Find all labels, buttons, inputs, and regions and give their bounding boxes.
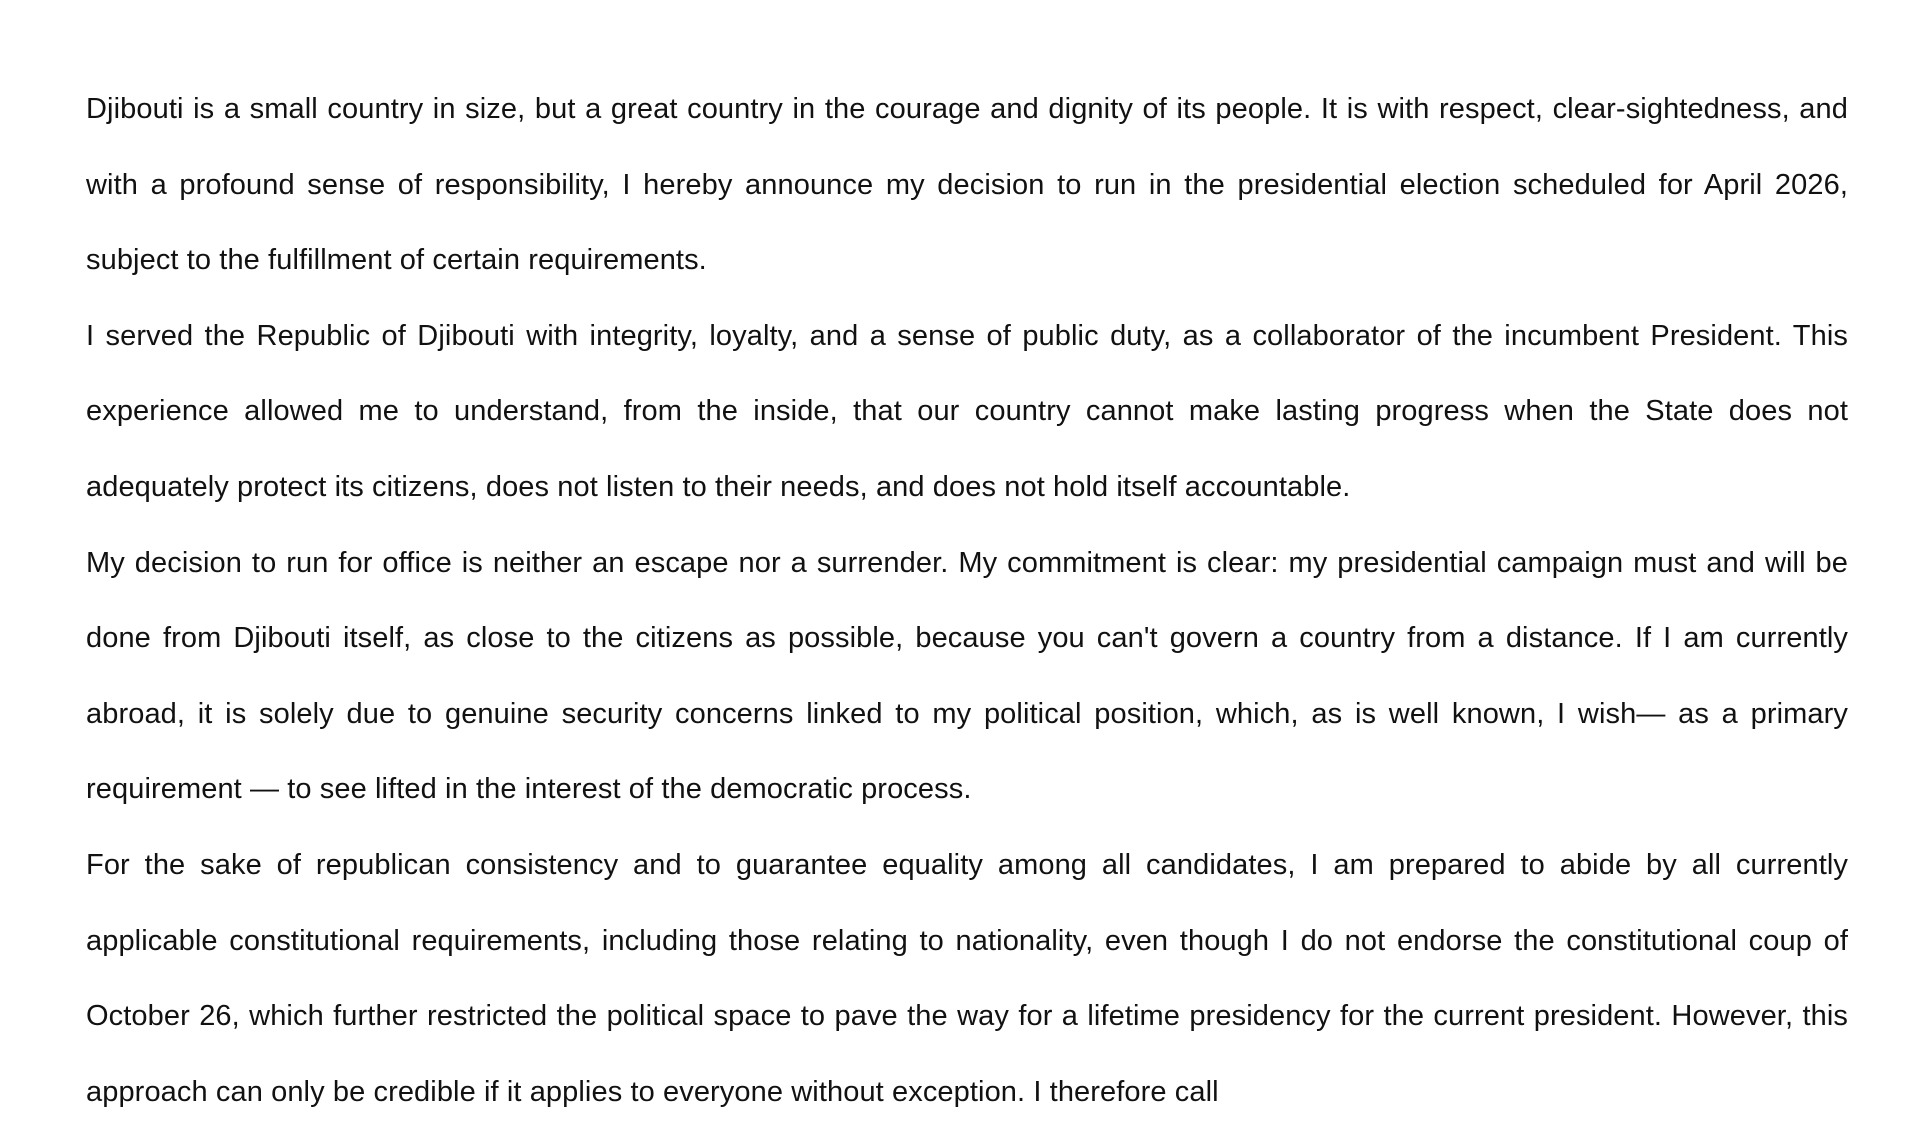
paragraph-4: For the sake of republican consistency and to guarantee equality among all candidates, I am prepared to abide by all currently applicable constitutional requirements, including those relating to nationality, even though I do not endorse the constitutional coup of October 26, which further restricted the political space to pave the way for a lifetime presidency for the current president. However, this approach can only be credible if it applies to everyone without exception. I therefore call <box>86 848 1848 1108</box>
paragraph-1: Djibouti is a small country in size, but a great country in the courage and dignity of its people. It is with respect, clear-sightedness, and with a profound sense of responsibility, I hereby announce my decision to run in the presidential election scheduled for April 2026, subject to the fulfillment of certain requirements. <box>86 93 1848 277</box>
document-body <box>86 72 1848 1130</box>
paragraph-3: My decision to run for office is neither an escape nor a surrender. My commitment is clear: my presidential campaign must and will be done from Djibouti itself, as close to the citizens as possible, because you can't govern a country from a distance. If I am currently abroad, it is solely due to genuine security concerns linked to my political position, which, as is well known, I wish— as a primary requirement — to see lifted in the interest of the democratic process. <box>86 546 1848 806</box>
paragraph-2: I served the Republic of Djibouti with integrity, loyalty, and a sense of public duty, as a collaborator of the incumbent President. This experience allowed me to understand, from the inside, that our country cannot make lasting progress when the State does not adequately protect its citizens, does not listen to their needs, and does not hold itself accountable. <box>86 319 1848 503</box>
